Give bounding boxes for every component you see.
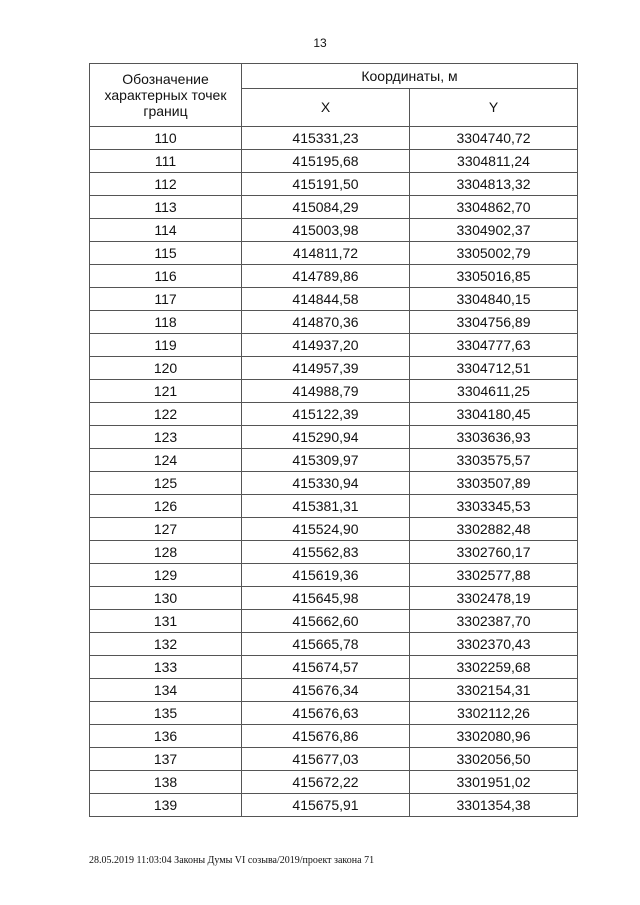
- header-coordinates: Координаты, м: [242, 64, 578, 89]
- cell-point: 116: [90, 265, 242, 288]
- cell-x: 415084,29: [242, 196, 410, 219]
- table-row: [90, 679, 578, 702]
- table-row: [90, 426, 578, 449]
- table-row: [90, 334, 578, 357]
- cell-y: 3302370,43: [410, 633, 578, 656]
- cell-x: 415290,94: [242, 426, 410, 449]
- cell-x: 415676,63: [242, 702, 410, 725]
- cell-point: 112: [90, 173, 242, 196]
- table-row: [90, 311, 578, 334]
- cell-y: 3302760,17: [410, 541, 578, 564]
- table-row: [90, 748, 578, 771]
- cell-x: 415674,57: [242, 656, 410, 679]
- table-row: [90, 403, 578, 426]
- cell-y: 3305002,79: [410, 242, 578, 265]
- cell-y: 3302882,48: [410, 518, 578, 541]
- table-row: [90, 288, 578, 311]
- cell-point: 135: [90, 702, 242, 725]
- cell-point: 133: [90, 656, 242, 679]
- cell-x: 415665,78: [242, 633, 410, 656]
- cell-x: 415677,03: [242, 748, 410, 771]
- table-row: [90, 196, 578, 219]
- cell-point: 134: [90, 679, 242, 702]
- table-row: [90, 219, 578, 242]
- cell-y: 3302080,96: [410, 725, 578, 748]
- cell-x: 414937,20: [242, 334, 410, 357]
- cell-y: 3302259,68: [410, 656, 578, 679]
- cell-y: 3301951,02: [410, 771, 578, 794]
- header-y: Y: [410, 89, 578, 127]
- header-point-designation: Обозначение характерных точек границ: [90, 64, 242, 127]
- cell-y: 3304813,32: [410, 173, 578, 196]
- cell-y: 3302478,19: [410, 587, 578, 610]
- cell-y: 3304777,63: [410, 334, 578, 357]
- cell-x: 415331,23: [242, 127, 410, 150]
- table-row: [90, 357, 578, 380]
- cell-point: 129: [90, 564, 242, 587]
- cell-y: 3304862,70: [410, 196, 578, 219]
- cell-x: 415676,34: [242, 679, 410, 702]
- table-row: [90, 518, 578, 541]
- table-row: [90, 656, 578, 679]
- cell-y: 3304756,89: [410, 311, 578, 334]
- cell-point: 117: [90, 288, 242, 311]
- header-x: X: [242, 89, 410, 127]
- cell-point: 132: [90, 633, 242, 656]
- cell-y: 3304180,45: [410, 403, 578, 426]
- cell-y: 3302154,31: [410, 679, 578, 702]
- table-row: [90, 150, 578, 173]
- table-row: [90, 702, 578, 725]
- cell-point: 113: [90, 196, 242, 219]
- cell-point: 123: [90, 426, 242, 449]
- cell-x: 414811,72: [242, 242, 410, 265]
- cell-x: 415003,98: [242, 219, 410, 242]
- table-row: [90, 794, 578, 817]
- cell-point: 124: [90, 449, 242, 472]
- table-row: [90, 472, 578, 495]
- cell-y: 3303507,89: [410, 472, 578, 495]
- cell-point: 125: [90, 472, 242, 495]
- cell-point: 122: [90, 403, 242, 426]
- cell-point: 139: [90, 794, 242, 817]
- cell-point: 131: [90, 610, 242, 633]
- cell-y: 3302112,26: [410, 702, 578, 725]
- table-row: [90, 495, 578, 518]
- cell-point: 127: [90, 518, 242, 541]
- table-row: [90, 771, 578, 794]
- cell-x: 414844,58: [242, 288, 410, 311]
- table-body: [90, 127, 578, 817]
- cell-y: 3304811,24: [410, 150, 578, 173]
- cell-point: 126: [90, 495, 242, 518]
- cell-x: 415672,22: [242, 771, 410, 794]
- table-row: [90, 587, 578, 610]
- footer-stamp: 28.05.2019 11:03:04 Законы Думы VI созыва/2019/проект закона 71: [89, 855, 375, 866]
- cell-y: 3304740,72: [410, 127, 578, 150]
- table-row: [90, 610, 578, 633]
- cell-point: 120: [90, 357, 242, 380]
- table-row: [90, 173, 578, 196]
- cell-x: 415381,31: [242, 495, 410, 518]
- table-row: [90, 242, 578, 265]
- cell-y: 3302056,50: [410, 748, 578, 771]
- cell-point: 138: [90, 771, 242, 794]
- cell-x: 415330,94: [242, 472, 410, 495]
- cell-x: 415524,90: [242, 518, 410, 541]
- cell-x: 415122,39: [242, 403, 410, 426]
- cell-y: 3303575,57: [410, 449, 578, 472]
- table-row: [90, 449, 578, 472]
- cell-x: 415562,83: [242, 541, 410, 564]
- cell-x: 415195,68: [242, 150, 410, 173]
- cell-point: 119: [90, 334, 242, 357]
- table-row: [90, 127, 578, 150]
- cell-x: 415191,50: [242, 173, 410, 196]
- cell-y: 3303636,93: [410, 426, 578, 449]
- cell-x: 414957,39: [242, 357, 410, 380]
- cell-point: 110: [90, 127, 242, 150]
- cell-x: 415662,60: [242, 610, 410, 633]
- table-row: [90, 380, 578, 403]
- table-row: [90, 725, 578, 748]
- cell-y: 3304611,25: [410, 380, 578, 403]
- page-number: 13: [313, 36, 327, 50]
- cell-x: 415645,98: [242, 587, 410, 610]
- cell-point: 136: [90, 725, 242, 748]
- cell-x: 414988,79: [242, 380, 410, 403]
- cell-x: 414870,36: [242, 311, 410, 334]
- table-row: [90, 541, 578, 564]
- cell-y: 3302577,88: [410, 564, 578, 587]
- cell-y: 3304840,15: [410, 288, 578, 311]
- cell-x: 415619,36: [242, 564, 410, 587]
- cell-y: 3302387,70: [410, 610, 578, 633]
- table-header: [90, 64, 578, 127]
- cell-y: 3304902,37: [410, 219, 578, 242]
- cell-point: 121: [90, 380, 242, 403]
- coordinates-table: [89, 63, 578, 817]
- table-row: [90, 633, 578, 656]
- cell-y: 3305016,85: [410, 265, 578, 288]
- cell-x: 414789,86: [242, 265, 410, 288]
- cell-point: 111: [90, 150, 242, 173]
- cell-x: 415676,86: [242, 725, 410, 748]
- cell-point: 137: [90, 748, 242, 771]
- cell-y: 3303345,53: [410, 495, 578, 518]
- cell-point: 130: [90, 587, 242, 610]
- cell-point: 114: [90, 219, 242, 242]
- table-row: [90, 265, 578, 288]
- cell-y: 3304712,51: [410, 357, 578, 380]
- cell-point: 115: [90, 242, 242, 265]
- cell-y: 3301354,38: [410, 794, 578, 817]
- cell-x: 415309,97: [242, 449, 410, 472]
- cell-point: 128: [90, 541, 242, 564]
- table-row: [90, 564, 578, 587]
- cell-x: 415675,91: [242, 794, 410, 817]
- cell-point: 118: [90, 311, 242, 334]
